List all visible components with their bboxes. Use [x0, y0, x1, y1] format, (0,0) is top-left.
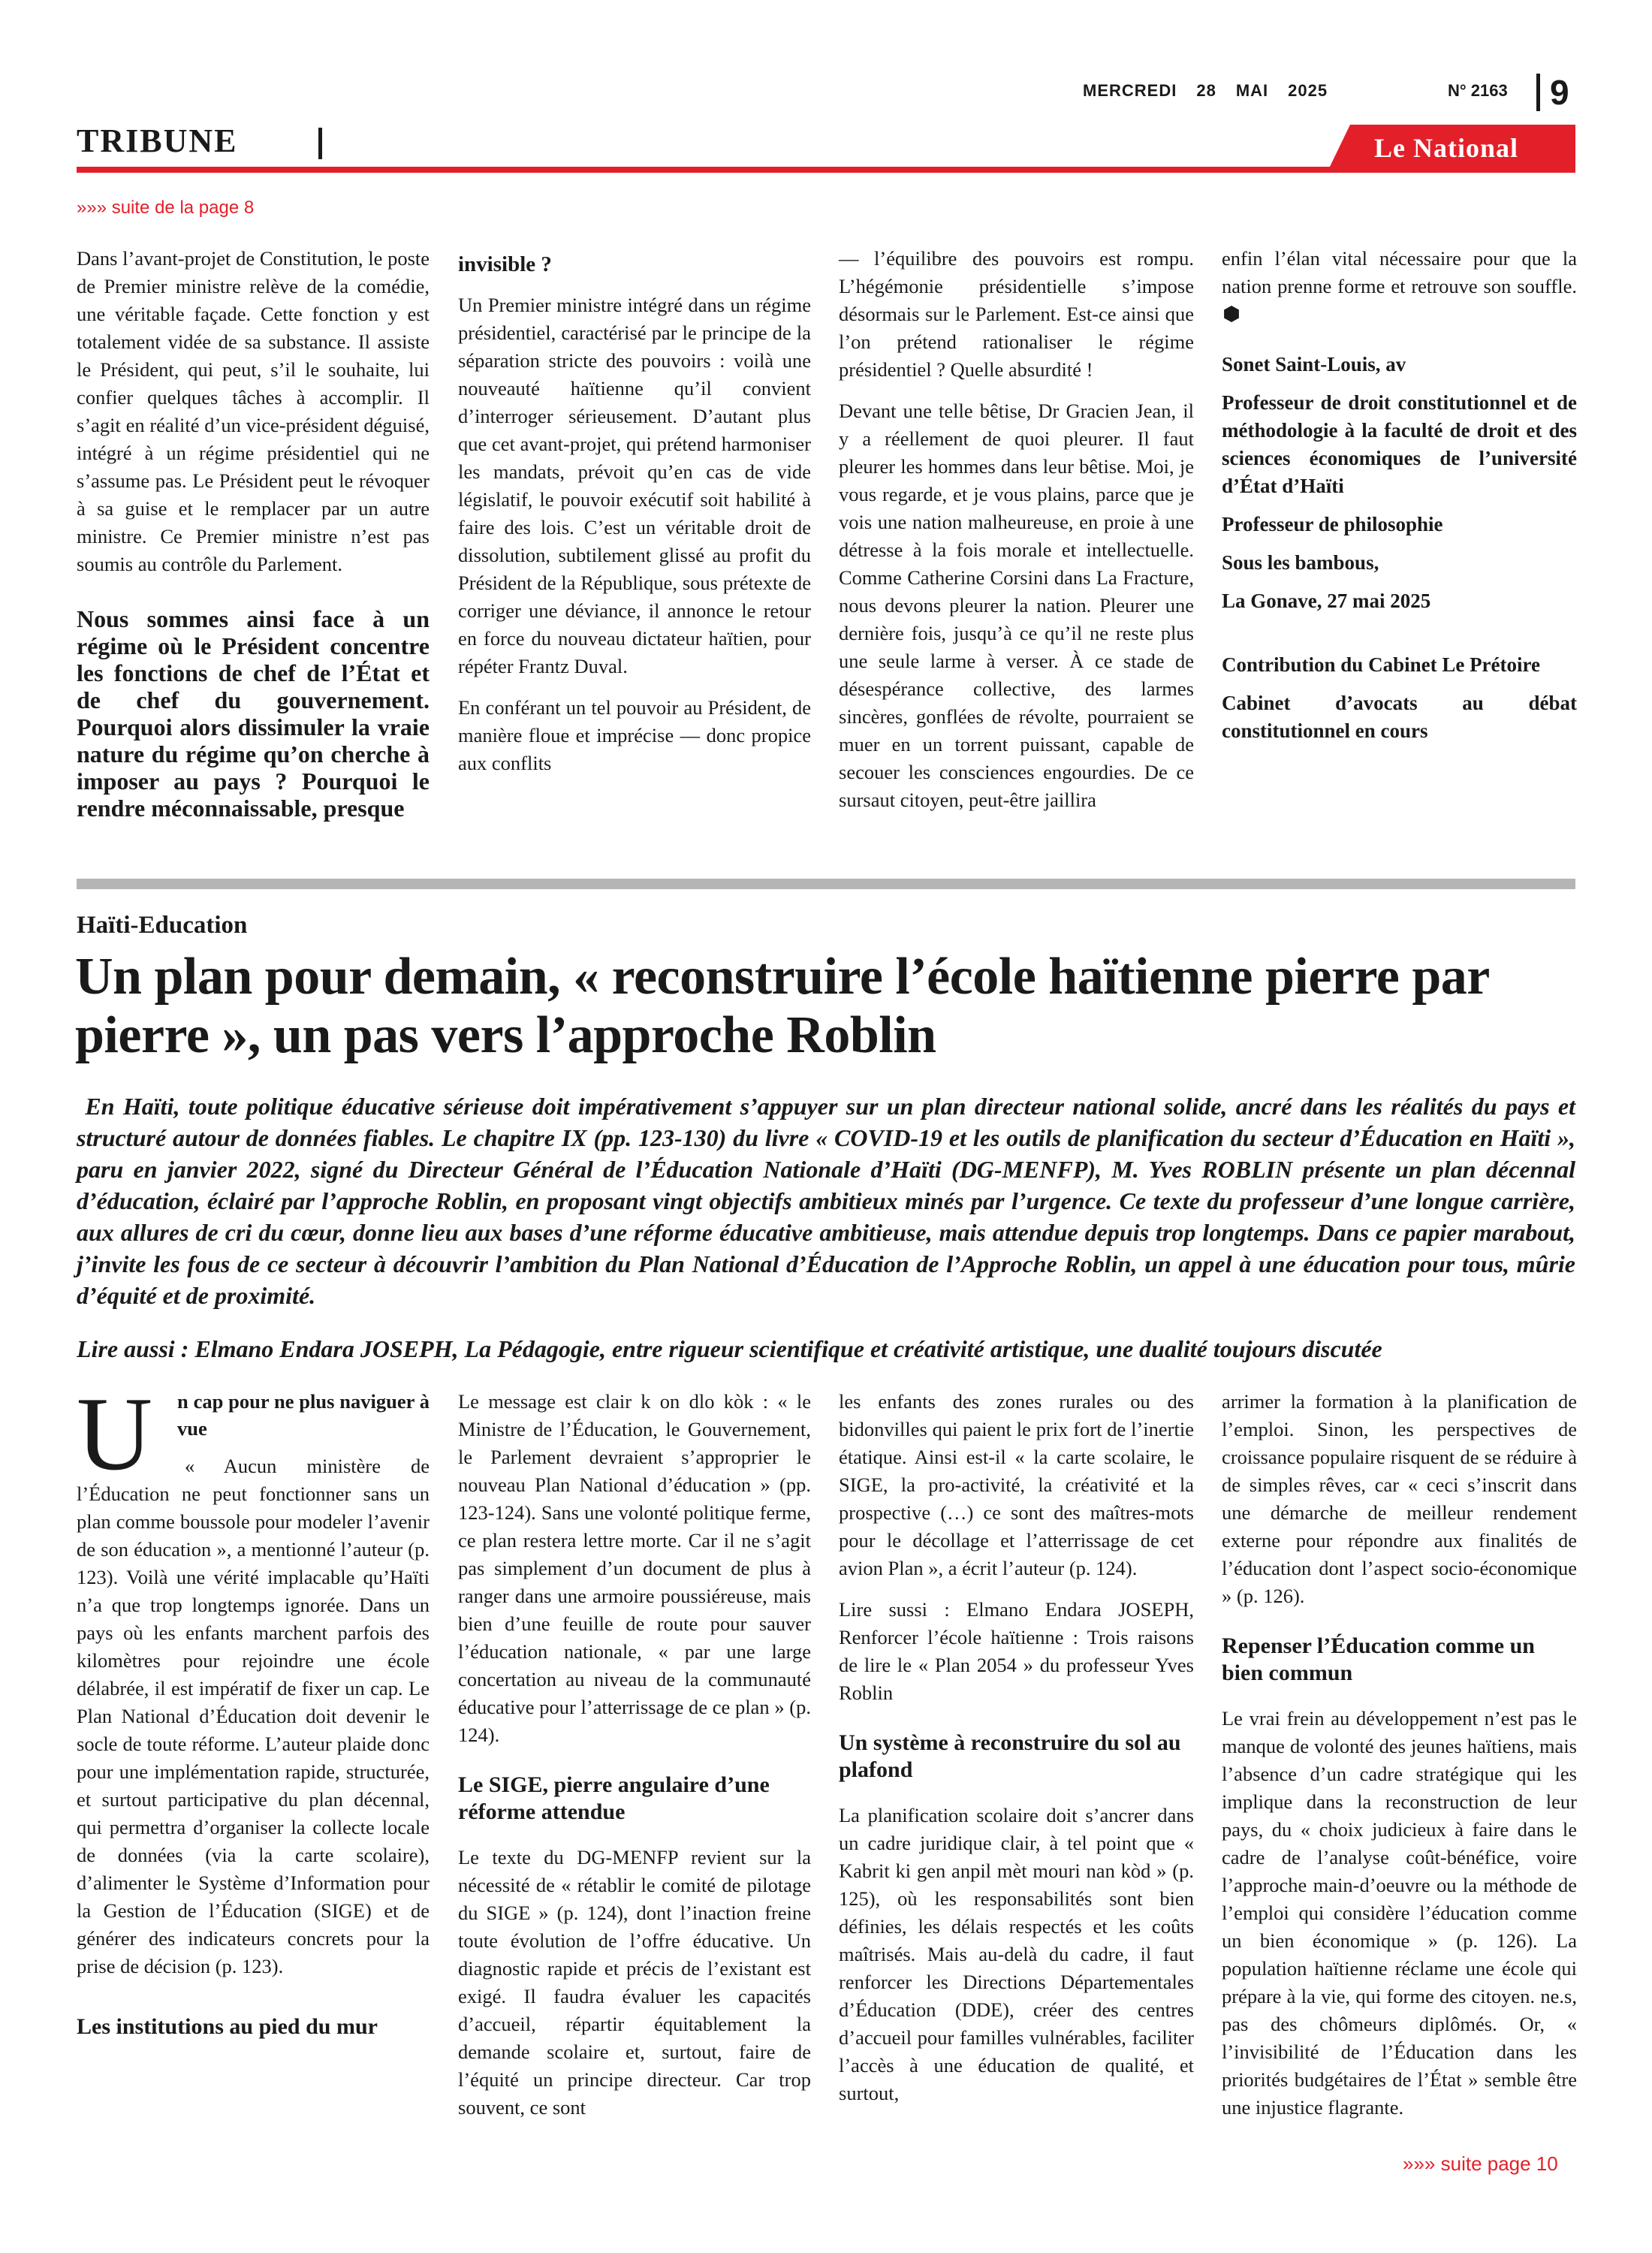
date-year: 2025 — [1288, 81, 1328, 100]
tribune-column-2 — [458, 251, 811, 791]
signature-place: Sous les bambous, — [1222, 551, 1379, 574]
paragraph: Le texte du DG-MENFP revient sur la nécessité de « rétablir le comité de pilotage du SIGE » (p. 124), dont l’inaction freine toute évolution de l’offre éducative. Un diagnostic rapide et précis de l’existant est exigé. Il faudra évaluer les capacités d’accueil, répartir équitablement la demande scolaire et, surtout, faire de l’équité un principe directeur. Car trop souvent, ce sont — [458, 1846, 811, 2119]
paragraph: arrimer la formation à la planification de l’emploi. Sinon, les perspectives de croissance populaire risquent de se réduire à de simples rêves, car « ceci s’inscrit dans une démarche de meilleur rendement externe pour répondre aux finalités de l’éducation dont l’aspect socio-économique » (p. 126). — [1222, 1390, 1577, 1607]
section-rubric: TRIBUNE — [77, 122, 238, 159]
contribution-note: Cabinet d’avocats au débat constitutionnel en cours — [1222, 692, 1577, 742]
paragraph: « Aucun ministère de l’Éducation ne peut fonctionner sans un plan comme boussole pour modeler l’avenir de son éducation », a mentionné l’auteur (p. 123). Voilà une vérité implacable qu’Haïti n’a que trop longtemps ignorée. Dans un pays où les enfants marchent parfois des kilomètres pour rejoindre une école délabrée, il est impératif de fixer un cap. Le Plan National d’Éducation doit devenir le socle de toute réforme. L’auteur plaide donc pour une implémentation rapide, structurée, et surtout participative du plan décennal, qui permettra d’organiser la collecte locale de données (via la carte scolaire), d’alimenter le Système d’Information pour la Gestion de l’Éducation (SIGE) et de générer des indicateurs concrets pour la prise de décision (p. 123). — [77, 1455, 430, 1977]
paragraph: Un Premier ministre intégré dans un régime présidentiel, caractérisé par le principe de la séparation stricte des pouvoirs : voilà une nouveauté haïtienne qu’il convient d’interroger sérieusement. D’autant plus que cet avant-projet, qui prétend harmoniser les mandats, prévoit qu’en cas de vide législatif, le pouvoir exécutif soit habilité à faire des lois. C’est un véritable droit de dissolution, subtilement glissé au profit du Président de la République, sous prétexte de corriger une déviance, il annonce le retour en force du nouveau dictateur haïtien, pour répéter Frantz Duval. — [458, 294, 811, 677]
date-day: 28 — [1196, 81, 1216, 100]
paragraph: En conférant un tel pouvoir au Président, de manière floue et imprécise — donc propice aux conflits — [458, 696, 811, 774]
article-column-1 — [77, 1388, 430, 2054]
continued-from-link[interactable]: »»» suite de la page 8 — [77, 198, 255, 218]
paragraph: Le message est clair k on dlo kòk : « le Ministre de l’Éducation, le Gouvernement, le Parlement devraient s’approprier le nouveau Plan National d’éducation » (pp. 123-124). Sans une volonté politique ferme, ce plan restera lettre morte. Car il ne s’agit pas simplement d’un document de plus à ranger dans une armoire poussiéreuse, mais bien d’une feuille de route pour sauver l’éducation nationale, « par une large concertation au niveau de la communauté éducative pour l’atterrissage de ce plan » (p. 124). — [458, 1390, 811, 1746]
subheading: Les institutions au pied du mur — [77, 2014, 378, 2039]
pull-quote-end: invisible ? — [458, 252, 552, 276]
signature-title: Professeur de droit constitutionnel et de méthodologie à la faculté de droit et des sciences économiques de l’université d’État d’Haïti — [1222, 391, 1577, 497]
paragraph: Devant une telle bêtise, Dr Gracien Jean, il y a réellement de quoi pleurer. Il faut pleurer les hommes dans leur bêtise. Moi, je vous regarde, et je vous plains, parce que je vois une nation malheureuse, en proie à une détresse à la fois morale et intellectuelle. Comme Catherine Corsini dans La Fracture, nous devons pleurer la nation. Pleurer une dernière fois, jusqu’à ce qu’il ne reste plus une seule larme à verser. À ce stade de désespérance collective, des larmes sincères, gonflées de révolte, pourraient se muer en un torrent puissant, capable de secouer les consciences engourdies. De ce sursaut citoyen, peut-être jaillira — [839, 400, 1194, 811]
article-lede — [77, 1090, 1575, 1311]
subheading: Un système à reconstruire du sol au plafond — [839, 1730, 1181, 1782]
paragraph: Lire sussi : Elmano Endara JOSEPH, Renforcer l’école haïtienne : Trois raisons de lire le « Plan 2054 » du professeur Yves Roblin — [839, 1598, 1194, 1704]
lede-text: En Haïti, toute politique éducative sérieuse doit impérativement s’appuyer sur un plan directeur national solide, ancré dans les réalités du pays et structuré autour de données fiables. Le chapitre IX (pp. 123-130) du livre « COVID-19 et les outils de planification du secteur d’Éducation en Haïti », paru en janvier 2022, signé du Directeur Général de l’Éducation Nationale d’Haïti (DG-MENFP), M. Yves ROBLIN présente un plan décennal d’éducation, éclairé par l’approche Roblin, en proposant vingt objectifs ambitieux minés par l’urgence. Ce texte du professeur d’une longue carrière, aux allures de cri du cœur, donne lieu aux bases d’une réforme éducative ambitieuse, mais attendue depuis trop longtemps. Dans ce papier marabout, j’invite les fous de ce secteur à découvrir l’ambition du Plan National d’Éducation de l’Approche Roblin, un appel à une éducation pour tous, mûrie d’équité et de proximité. — [77, 1093, 1576, 1309]
article-column-4 — [1222, 1388, 1577, 2122]
signature-title: Professeur de philosophie — [1222, 513, 1443, 535]
issue-date — [1083, 81, 1347, 101]
article-title: Un plan pour demain, « reconstruire l’école haïtienne pierre par pierre », un pas vers l’approche Roblin — [75, 948, 1489, 1064]
date-month: MAI — [1235, 81, 1269, 100]
page-number: 9 — [1550, 73, 1569, 112]
paragraph: La planification scolaire doit s’ancrer dans un cadre juridique clair, à tel point que « Kabrit ki gen anpil mèt mouri nan kòd » (p. 125), où les responsabilités sont bien définies, les délais respectés et les coûts maîtrisés. Mais au-delà du cadre, il faut renforcer les Directions Départementales d’Éducation (DDE), créer des centres d’accueil pour familles vulnérables, faciliter l’accès à une éducation de qualité, et surtout, — [839, 1804, 1194, 2104]
drop-cap: U — [77, 1376, 153, 1492]
article-kicker: Haïti-Education — [77, 912, 248, 939]
section-divider — [77, 879, 1575, 889]
paragraph — [1222, 245, 1577, 328]
tribune-column-1 — [77, 245, 430, 835]
newspaper-brand: Le National — [1374, 133, 1519, 163]
paragraph: les enfants des zones rurales ou des bidonvilles qui paient le prix fort de l’inertie étatique. Ainsi est-il « la carte scolaire, le SIGE, la pro-activité, la créativité et la prospective (…) ce sont des maîtres-mots pour le décollage et l’atterrissage de cet avion Plan », a écrit l’auteur (p. 124). — [839, 1390, 1194, 1579]
subheading: Repenser l’Éducation comme un bien commun — [1222, 1633, 1535, 1685]
signature-name: Sonet Saint-Louis, av — [1222, 353, 1406, 376]
rubric-separator — [318, 128, 322, 159]
paragraph: Le vrai frein au développement n’est pas le manque de volonté des jeunes haïtiens, mais l’absence d’un cadre stratégique qui les implique dans la reconstruction de leur pays, du « choix judicieux à faire dans le cadre de l’analyse coût-bénéfice, voire l’approche main-d’oeuvre ou la méthode de l’emploi qui considère l’éducation comme un bien économique » (p. 126). La population haïtienne réclame une école qui prépare à la vie, qui forme des citoyen. ne.s, pas des chômeurs diplômés. Or, « l’invisibilité de l’Éducation dans les priorités budgétaires de l’État » semble être une injustice flagrante. — [1222, 1707, 1577, 2119]
pull-quote: Nous sommes ainsi face à un régime où le Président concentre les fonctions de chef de l’État et de chef du gouvernement. Pourquoi alors dissimuler la vraie nature du régime qu’on cherche à imposer au pays ? Pourquoi le rendre méconnaissable, presque — [77, 605, 430, 822]
contribution-note: Contribution du Cabinet Le Prétoire — [1222, 653, 1540, 676]
subheading: Le SIGE, pierre angulaire d’une réforme attendue — [458, 1772, 770, 1824]
issue-number: N° 2163 — [1448, 81, 1508, 100]
read-also-link[interactable]: Lire aussi : Elmano Endara JOSEPH, La Pédagogie, entre rigueur scientifique et créativité artistique, une dualité toujours discutée — [77, 1335, 1382, 1362]
tribune-column-4 — [1222, 245, 1577, 759]
tribune-column-3 — [839, 245, 1194, 828]
article-column-2 — [458, 1388, 811, 2122]
header-separator — [1536, 74, 1540, 111]
end-mark-icon — [1223, 306, 1240, 322]
signature-date: La Gonave, 27 mai 2025 — [1222, 590, 1431, 612]
lead-heading: n cap pour ne plus naviguer à vue — [177, 1390, 430, 1440]
date-weekday: MERCREDI — [1083, 81, 1177, 100]
paragraph: Dans l’avant-projet de Constitution, le poste de Premier ministre relève de la comédie, une véritable façade. Cette fonction y est totalement vidée de sa substance. Il assiste le Président, qui peut, s’il le souhaite, lui confier quelques tâches à accomplir. Il s’agit en réalité d’un vice-président déguisé, intégré à un régime présidentiel qui ne s’assume pas. Le Président peut le révoquer à sa guise et le remplacer par un autre ministre. Ce Premier ministre n’est pas soumis au contrôle du Parlement. — [77, 247, 430, 575]
paragraph: — l’équilibre des pouvoirs est rompu. L’hégémonie présidentielle s’impose désormais sur le Parlement. Est-ce ainsi que l’on prétend rationaliser le régime présidentiel ? Quelle absurdité ! — [839, 247, 1194, 381]
closing-text: enfin l’élan vital nécessaire pour que la nation prenne forme et retrouve son souffle. — [1222, 247, 1577, 297]
continued-to-link[interactable]: »»» suite page 10 — [1403, 2152, 1558, 2175]
article-column-3 — [839, 1388, 1194, 2107]
header-rule — [77, 167, 1575, 173]
